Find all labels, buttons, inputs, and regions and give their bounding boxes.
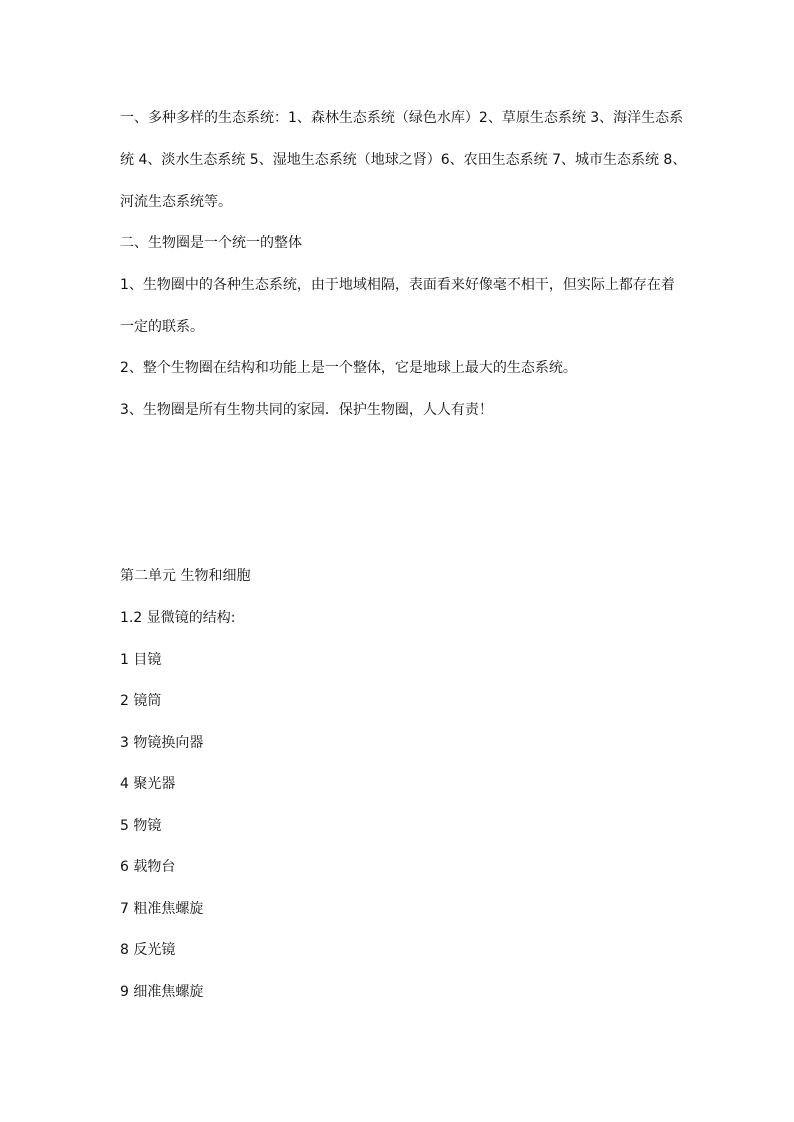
microscope-part-item: 7 粗准焦螺旋 <box>120 901 204 917</box>
microscope-structure-subtitle: 1.2 显微镜的结构: <box>120 610 236 626</box>
biosphere-item-1-line-1: 1、生物圈中的各种生态系统，由于地域相隔，表面看来好像毫不相干，但实际上都存在着 <box>120 277 675 293</box>
biosphere-item-2: 2、整个生物圈在结构和功能上是一个整体，它是地球上最大的生态系统。 <box>120 360 577 376</box>
microscope-part-item: 2 镜筒 <box>120 693 162 709</box>
ecosystems-paragraph-line-2: 统 4、淡水生态系统 5、湿地生态系统（地球之肾）6、农田生态系统 7、城市生态系统 8、 <box>120 152 687 168</box>
unit-title: 第二单元 生物和细胞 <box>120 568 251 584</box>
microscope-part-item: 8 反光镜 <box>120 942 176 958</box>
microscope-part-item: 5 物镜 <box>120 818 162 834</box>
microscope-part-item: 9 细准焦螺旋 <box>120 984 204 1000</box>
microscope-part-item: 4 聚光器 <box>120 776 176 792</box>
biosphere-item-1-line-2: 一定的联系。 <box>120 319 204 335</box>
ecosystems-paragraph-line-3: 河流生态系统等。 <box>120 194 232 210</box>
biosphere-item-3: 3、生物圈是所有生物共同的家园．保护生物圈，人人有责！ <box>120 402 493 418</box>
biosphere-heading: 二、生物圈是一个统一的整体 <box>120 235 302 251</box>
ecosystems-paragraph-line-1: 一、多种多样的生态系统：1、森林生态系统（绿色水库）2、草原生态系统 3、海洋生态系 <box>120 110 684 126</box>
microscope-part-item: 3 物镜换向器 <box>120 735 204 751</box>
microscope-part-item: 1 目镜 <box>120 652 162 668</box>
microscope-part-item: 6 载物台 <box>120 859 176 875</box>
